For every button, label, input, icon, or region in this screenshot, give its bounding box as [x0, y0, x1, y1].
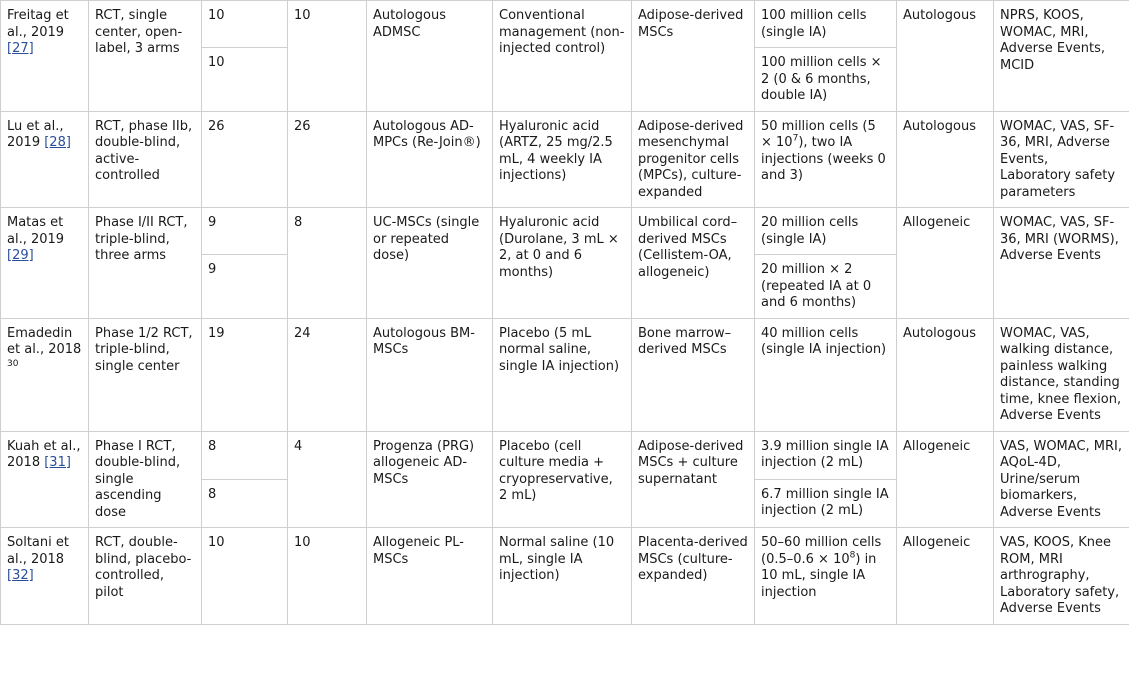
cell-source-cell: Umbilical cord–derived MSCs (Cellistem-OA, allogeneic)	[632, 208, 755, 319]
donor-cell: Autologous	[897, 318, 994, 431]
dose-cell: 100 million cells × 2 (0 & 6 months, double IA)	[755, 48, 897, 112]
study-cell: Kuah et al., 2018 [31]	[1, 431, 89, 528]
dose-cell: 20 million cells (single IA)	[755, 208, 897, 255]
outcomes-cell: VAS, KOOS, Knee ROM, MRI arthrography, Laboratory safety, Adverse Events	[994, 528, 1129, 625]
n-control-cell: 26	[288, 111, 367, 208]
dose-cell: 40 million cells (single IA injection)	[755, 318, 897, 431]
n-treatment-cell: 9	[202, 208, 288, 255]
n-treatment-cell: 26	[202, 111, 288, 208]
study-cell: Emadedin et al., 2018 30	[1, 318, 89, 431]
cell-source-cell: Adipose-derived MSCs + culture supernatant	[632, 431, 755, 528]
n-treatment-cell: 10	[202, 528, 288, 625]
table-row	[1, 1, 1129, 48]
intervention-cell: Allogeneic PL-MSCs	[367, 528, 493, 625]
design-cell: RCT, double-blind, placebo-controlled, pilot	[89, 528, 202, 625]
study-cell: Lu et al., 2019 [28]	[1, 111, 89, 208]
table-row	[1, 208, 1129, 255]
n-treatment-cell: 8	[202, 479, 288, 527]
design-cell: Phase 1/2 RCT, triple-blind, single center	[89, 318, 202, 431]
citation-number: 30	[7, 358, 19, 369]
design-cell: RCT, phase IIb, double-blind, active-controlled	[89, 111, 202, 208]
intervention-cell: Autologous AD-MPCs (Re-Join®)	[367, 111, 493, 208]
donor-cell: Allogeneic	[897, 208, 994, 319]
donor-cell: Allogeneic	[897, 431, 994, 528]
cell-source-cell: Adipose-derived mesenchymal progenitor cells (MPCs), culture-expanded	[632, 111, 755, 208]
design-cell: RCT, single center, open-label, 3 arms	[89, 1, 202, 112]
comparator-cell: Placebo (5 mL normal saline, single IA injection)	[493, 318, 632, 431]
dose-cell: 100 million cells (single IA)	[755, 1, 897, 48]
dose-cell: 20 million × 2 (repeated IA at 0 and 6 months)	[755, 255, 897, 319]
n-control-cell: 10	[288, 528, 367, 625]
dose-cell: 50–60 million cells $(0.5-0.6 \times 10^8)$ in 10 mL, single IA injection	[755, 528, 897, 625]
outcomes-cell: NPRS, KOOS, WOMAC, MRI, Adverse Events, MCID	[994, 1, 1129, 112]
citation-link[interactable]: [28]	[44, 135, 71, 150]
study-cell: Soltani et al., 2018 [32]	[1, 528, 89, 625]
outcomes-cell: WOMAC, VAS, walking distance, painless walking distance, standing time, knee flexion, Adverse Events	[994, 318, 1129, 431]
n-control-cell: 4	[288, 431, 367, 528]
n-treatment-cell: 10	[202, 48, 288, 112]
cell-source-cell: Placenta-derived MSCs (culture-expanded)	[632, 528, 755, 625]
donor-cell: Allogeneic	[897, 528, 994, 625]
citation-link[interactable]: [29]	[7, 248, 34, 263]
n-treatment-cell: 19	[202, 318, 288, 431]
table-row	[1, 111, 1129, 208]
comparator-cell: Hyaluronic acid (ARTZ, 25 mg/2.5 mL, 4 weekly IA injections)	[493, 111, 632, 208]
outcomes-cell: WOMAC, VAS, SF-36, MRI, Adverse Events, Laboratory safety parameters	[994, 111, 1129, 208]
donor-cell: Autologous	[897, 1, 994, 112]
dose-cell: 50 million cells $(5 \times 10^7)$, two IA injections (weeks 0 and 3)	[755, 111, 897, 208]
outcomes-cell: VAS, WOMAC, MRI, AQoL-4D, Urine/serum biomarkers, Adverse Events	[994, 431, 1129, 528]
n-treatment-cell: 10	[202, 1, 288, 48]
intervention-cell: Progenza (PRG) allogeneic AD-MSCs	[367, 431, 493, 528]
comparator-cell: Conventional management (non-injected control)	[493, 1, 632, 112]
design-cell: Phase I RCT, double-blind, single ascending dose	[89, 431, 202, 528]
n-treatment-cell: 9	[202, 255, 288, 319]
study-cell: Freitag et al., 2019 [27]	[1, 1, 89, 112]
comparator-cell: Normal saline (10 mL, single IA injection)	[493, 528, 632, 625]
n-treatment-cell: 8	[202, 431, 288, 479]
n-control-cell: 24	[288, 318, 367, 431]
citation-link[interactable]: [31]	[44, 455, 71, 470]
cell-source-cell: Adipose-derived MSCs	[632, 1, 755, 112]
design-cell: Phase I/II RCT, triple-blind, three arms	[89, 208, 202, 319]
dose-cell: 3.9 million single IA injection (2 mL)	[755, 431, 897, 479]
intervention-cell: Autologous ADMSC	[367, 1, 493, 112]
donor-cell: Autologous	[897, 111, 994, 208]
citation-link[interactable]: [32]	[7, 568, 34, 583]
study-cell: Matas et al., 2019 [29]	[1, 208, 89, 319]
table-row	[1, 431, 1129, 479]
citation-link[interactable]: [27]	[7, 41, 34, 56]
comparator-cell: Hyaluronic acid (Durolane, 3 mL × 2, at 0 and 6 months)	[493, 208, 632, 319]
dose-cell: 6.7 million single IA injection (2 mL)	[755, 479, 897, 527]
cell-source-cell: Bone marrow–derived MSCs	[632, 318, 755, 431]
n-control-cell: 8	[288, 208, 367, 319]
comparator-cell: Placebo (cell culture media + cryopreservative, 2 mL)	[493, 431, 632, 528]
table-row	[1, 528, 1129, 625]
intervention-cell: UC-MSCs (single or repeated dose)	[367, 208, 493, 319]
table-row	[1, 318, 1129, 431]
outcomes-cell: WOMAC, VAS, SF-36, MRI (WORMS), Adverse Events	[994, 208, 1129, 319]
intervention-cell: Autologous BM-MSCs	[367, 318, 493, 431]
n-control-cell: 10	[288, 1, 367, 112]
